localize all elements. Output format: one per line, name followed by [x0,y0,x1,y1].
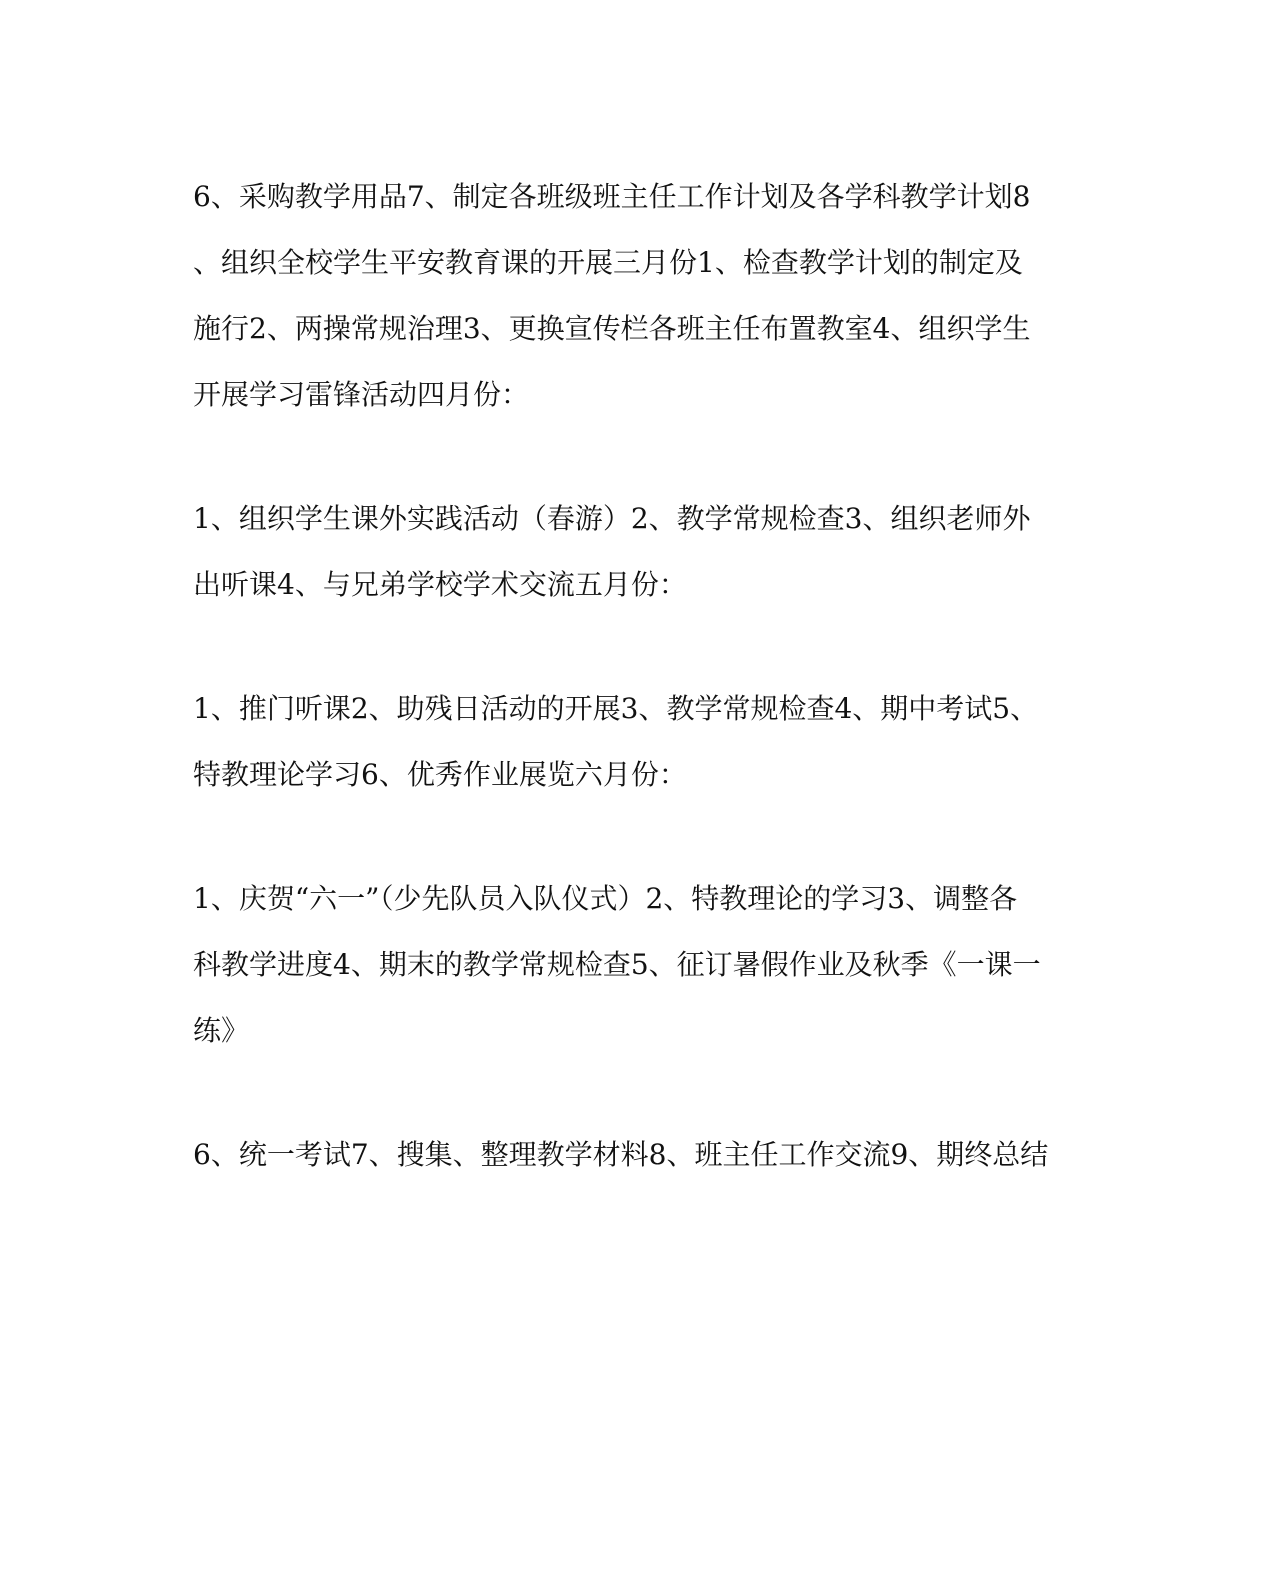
paragraph-1 [193,164,1055,428]
paragraph-2 [193,486,1055,618]
text-line: 1、组织学生课外实践活动（春游）2、教学常规检查3、组织老师外 [193,502,1031,535]
text-line: 科教学进度4、期末的教学常规检查5、征订暑假作业及秋季《一课一 [193,948,1041,981]
paragraph-4 [193,866,1055,1064]
text-line: 施行2、两操常规治理3、更换宣传栏各班主任布置教室4、组织学生 [193,312,1031,345]
text-line: 6、采购教学用品7、制定各班级班主任工作计划及各学科教学计划8 [193,180,1031,213]
text-line: 特教理论学习6、优秀作业展览六月份： [193,758,687,791]
paragraph-5 [193,1122,1055,1188]
text-line: 6、统一考试7、搜集、整理教学材料8、班主任工作交流9、期终总结 [193,1138,1049,1171]
paragraph-3 [193,676,1055,808]
text-line: 1、庆贺“六一”（少先队员入队仪式）2、特教理论的学习3、调整各 [193,882,1018,915]
document-body [193,164,1055,1188]
text-line: 练》 [193,1014,250,1047]
text-line: 出听课4、与兄弟学校学术交流五月份： [193,568,687,601]
text-line: 、组织全校学生平安教育课的开展三月份1、检查教学计划的制定及 [193,246,1023,279]
text-line: 开展学习雷锋活动四月份： [193,378,530,411]
text-line: 1、推门听课2、助残日活动的开展3、教学常规检查4、期中考试5、 [193,692,1039,725]
